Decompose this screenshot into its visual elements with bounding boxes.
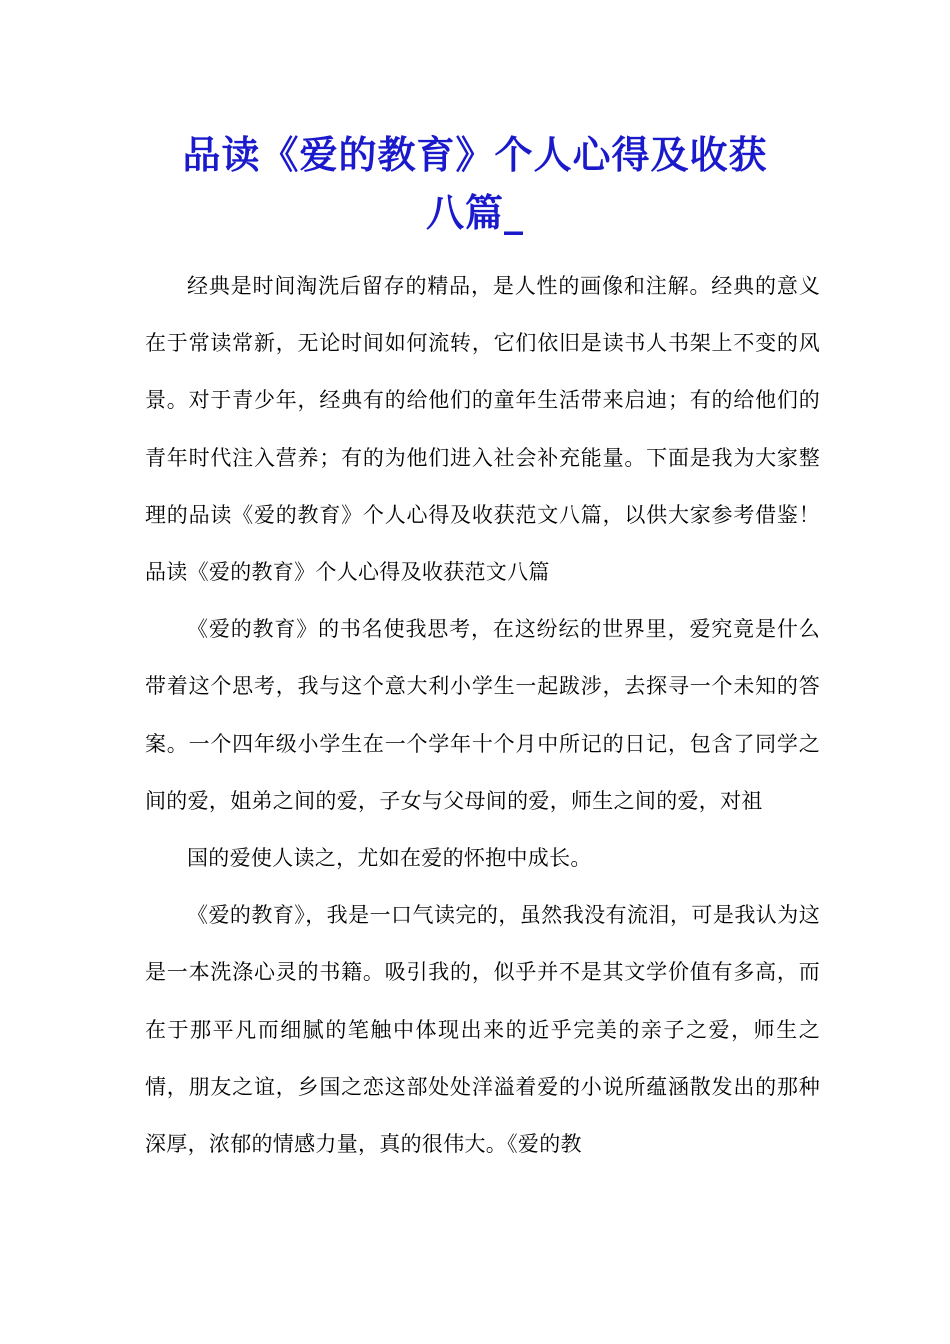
paragraph-1: 《爱的教育》的书名使我思考，在这纷纭的世界里，爱究竟是什么带着这个思考，我与这个意大利小学生一起跋涉，去探寻一个未知的答案。一个四年级小学生在一个学年十个月中所记的日记，包含了同学之间的爱，姐弟之间的爱，子女与父母间的爱，师生之间的爱，对祖 (145, 617, 820, 813)
title-line-2: 八篇_ (425, 190, 524, 235)
title-line-1: 品读《爱的教育》个人心得及收获 (182, 132, 768, 177)
document-title (145, 126, 805, 242)
paragraph-intro: 经典是时间淘洗后留存的精品，是人性的画像和注解。经典的意义在于常读常新，无论时间如何流转，它们依旧是读书人书架上不变的风景。对于青少年，经典有的给他们的童年生活带来启迪；有的给他们的青年时代注入营养；有的为他们进入社会补充能量。下面是我为大家整理的品读《爱的教育》个人心得及收获范文八篇，以供大家参考借鉴！品读《爱的教育》个人心得及收获范文八篇 (145, 274, 820, 585)
paragraph-2: 国的爱使人读之，尤如在爱的怀抱中成长。 (187, 846, 592, 871)
paragraph-3: 《爱的教育》，我是一口气读完的，虽然我没有流泪，可是我认为这是一本洗涤心灵的书籍。吸引我的，似乎并不是其文学价值有多高，而在于那平凡而细腻的笔触中体现出来的近乎完美的亲子之爱，师生之情，朋友之谊，乡国之恋这部处处洋溢着爱的小说所蕴涵散发出的那种深厚，浓郁的情感力量，真的很伟大。《爱的教 (145, 903, 820, 1157)
document-body (145, 258, 820, 1173)
